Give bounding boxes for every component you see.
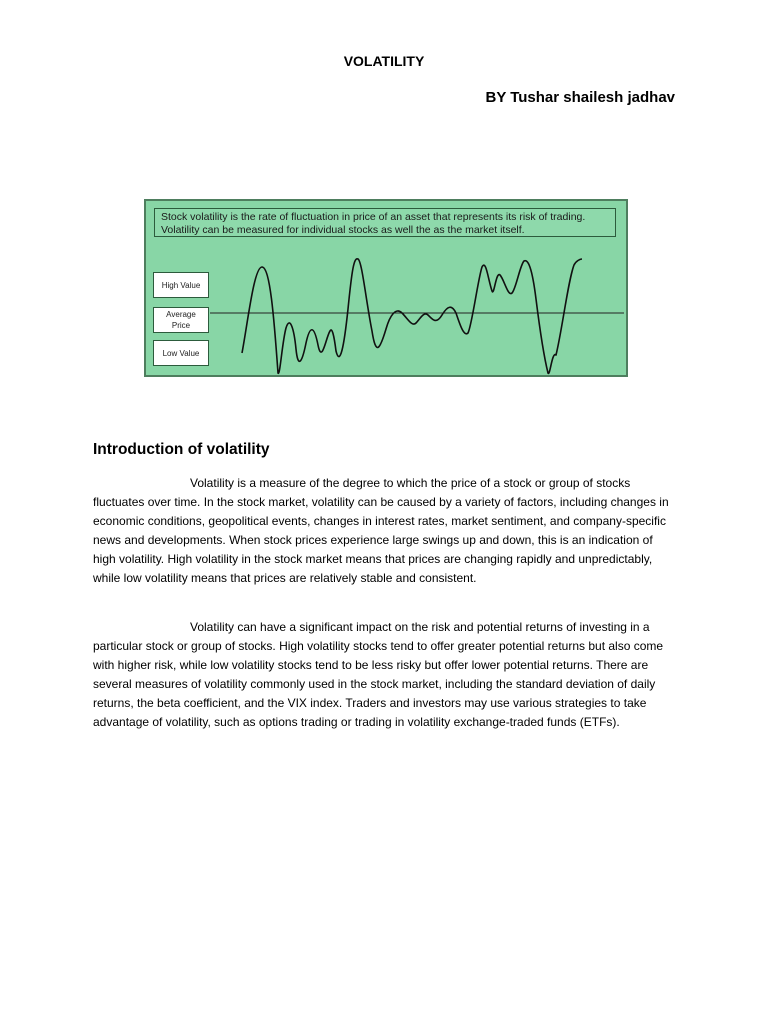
document-title: VOLATILITY bbox=[343, 53, 425, 69]
paragraph-2 bbox=[93, 618, 676, 732]
average-price-label: Average Price bbox=[153, 307, 209, 333]
price-wave-line bbox=[242, 259, 582, 374]
volatility-figure bbox=[144, 199, 628, 377]
section-heading: Introduction of volatility bbox=[93, 441, 270, 458]
high-value-label: High Value bbox=[153, 272, 209, 298]
paragraph-2-text: Volatility can have a significant impact on the risk and potential returns of investing in a particular stock or group of stocks. High volatility stocks tend to offer greater potential returns but also come with higher risk, while low volatility stocks tend to be less risky but offer lower potential returns. There are several measures of volatility commonly used in the stock market, including the standard deviation of daily returns, the beta coefficient, and the VIX index. Traders and investors may use various strategies to take advantage of volatility, such as options trading or trading in volatility exchange-traded funds (ETFs). bbox=[93, 620, 664, 729]
paragraph-1-text: Volatility is a measure of the degree to which the price of a stock or group of stocks fluctuates over time. In the stock market, volatility can be caused by a variety of factors, including changes in economic conditions, geopolitical events, changes in interest rates, market sentiment, and company-specific news and developments. When stock prices experience large swings up and down, this is an indication of high volatility. High volatility in the stock market means that prices are changing rapidly and unpredictably, while low volatility means that prices are relatively stable and consistent. bbox=[93, 476, 669, 585]
paragraph-1 bbox=[93, 474, 676, 588]
figure-caption: Stock volatility is the rate of fluctuation in price of an asset that represents its risk of trading. Volatility can be measured for individual stocks as well the as the market itself. bbox=[154, 208, 616, 237]
document-author: BY Tushar shailesh jadhav bbox=[485, 89, 675, 106]
low-value-label: Low Value bbox=[153, 340, 209, 366]
